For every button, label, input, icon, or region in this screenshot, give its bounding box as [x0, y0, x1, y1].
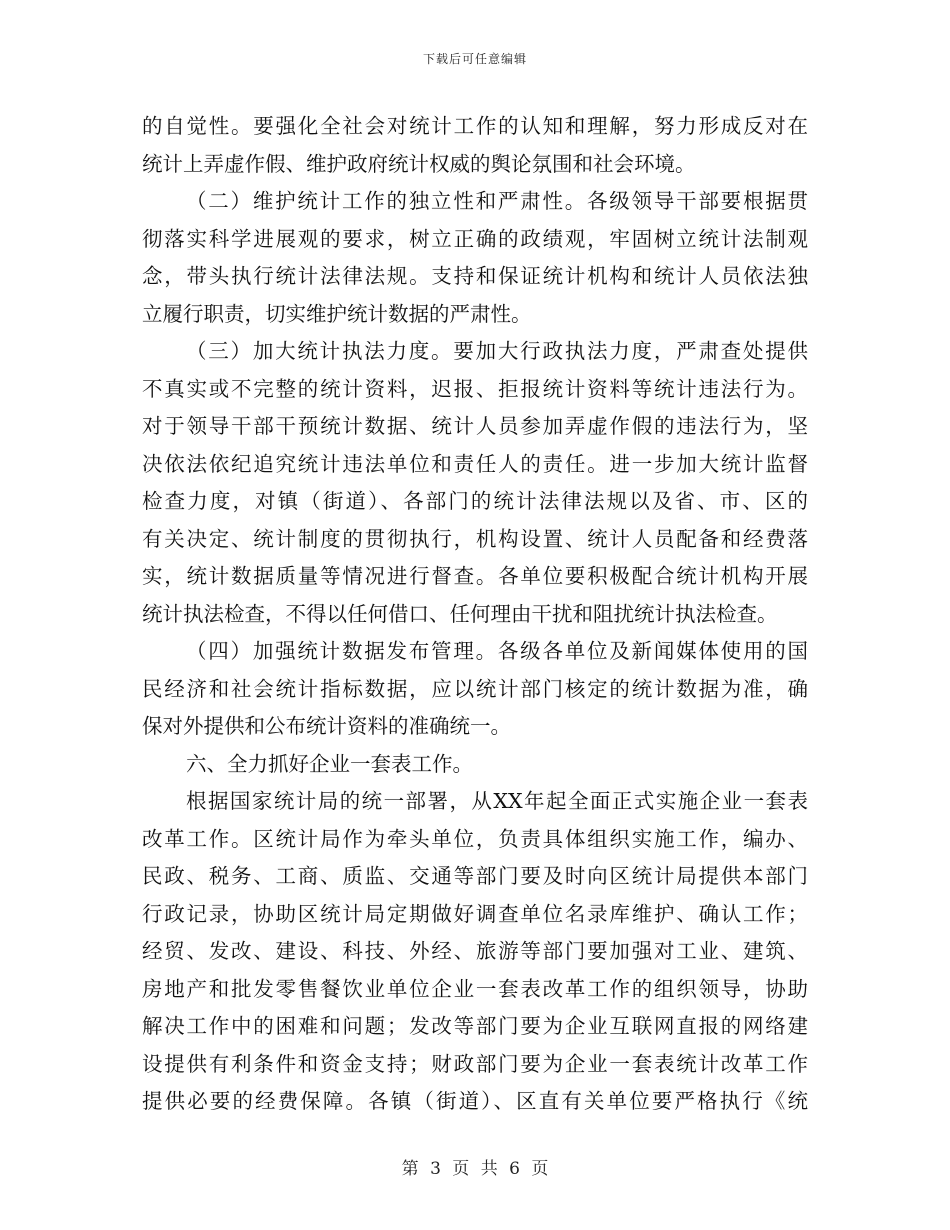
body-line: 经贸、发改、建设、科技、外经、旅游等部门要加强对工业、建筑、	[142, 939, 808, 963]
document-body	[142, 108, 808, 1121]
body-line: 行政记录，协助区统计局定期做好调查单位名录库维护、确认工作；	[142, 901, 808, 926]
paragraph-start-line: （三）加大统计执法力度。要加大行政执法力度，严肃查处提供	[186, 339, 808, 363]
body-line: 改革工作。区统计局作为牵头单位，负责具体组织实施工作，编办、	[142, 826, 808, 851]
body-line: 念，带头执行统计法律法规。支持和保证统计机构和统计人员依法独	[142, 264, 808, 288]
body-line: 民经济和社会统计指标数据，应以统计部门核定的统计数据为准，确	[142, 676, 808, 701]
body-line: 统计上弄虚作假、维护政府统计权威的舆论氛围和社会环境。	[142, 151, 696, 176]
body-line: 实，统计数据质量等情况进行督查。各单位要积极配合统计机构开展	[142, 564, 808, 588]
body-line: 检查力度，对镇（街道）、各部门的统计法律法规以及省、市、区的	[142, 489, 808, 513]
body-line: 有关决定、统计制度的贯彻执行，机构设置、统计人员配备和经费落	[142, 526, 808, 551]
body-line: 设提供有利条件和资金支持；财政部门要为企业一套表统计改革工作	[142, 1051, 808, 1076]
body-line: 彻落实科学进展观的要求，树立正确的政绩观，牢固树立统计法制观	[142, 226, 808, 251]
body-line: 民政、税务、工商、质监、交通等部门要及时向区统计局提供本部门	[142, 864, 808, 888]
body-line: 决依法依纪追究统计违法单位和责任人的责任。进一步加大统计监督	[142, 451, 808, 476]
page-footer: 第 3 页 共 6 页	[401, 1159, 549, 1179]
body-line: 立履行职责，切实维护统计数据的严肃性。	[142, 301, 532, 326]
paragraph-start-line: 根据国家统计局的统一部署，从XX年起全面正式实施企业一套表	[186, 789, 808, 813]
body-line: 统计执法检查，不得以任何借口、任何理由干扰和阻扰统计执法检查。	[142, 601, 778, 626]
body-line: 对于领导干部干预统计数据、统计人员参加弄虚作假的违法行为，坚	[142, 414, 808, 438]
section-heading: 六、全力抓好企业一套表工作。	[186, 751, 473, 776]
paragraph-start-line: （二）维护统计工作的独立性和严肃性。各级领导干部要根据贯	[186, 189, 808, 213]
body-line: 的自觉性。要强化全社会对统计工作的认知和理解，努力形成反对在	[142, 114, 808, 138]
body-line: 房地产和批发零售餐饮业单位企业一套表改革工作的组织领导，协助	[142, 976, 808, 1001]
body-line: 提供必要的经费保障。各镇（街道）、区直有关单位要严格执行《统	[142, 1089, 808, 1113]
page-header: 下载后可任意编辑	[422, 52, 527, 66]
body-line: 保对外提供和公布统计资料的准确统一。	[142, 714, 511, 738]
body-line: 不真实或不完整的统计资料，迟报、拒报统计资料等统计违法行为。	[142, 376, 808, 401]
paragraph-start-line: （四）加强统计数据发布管理。各级各单位及新闻媒体使用的国	[186, 639, 808, 663]
body-line: 解决工作中的困难和问题；发改等部门要为企业互联网直报的网络建	[142, 1014, 808, 1038]
